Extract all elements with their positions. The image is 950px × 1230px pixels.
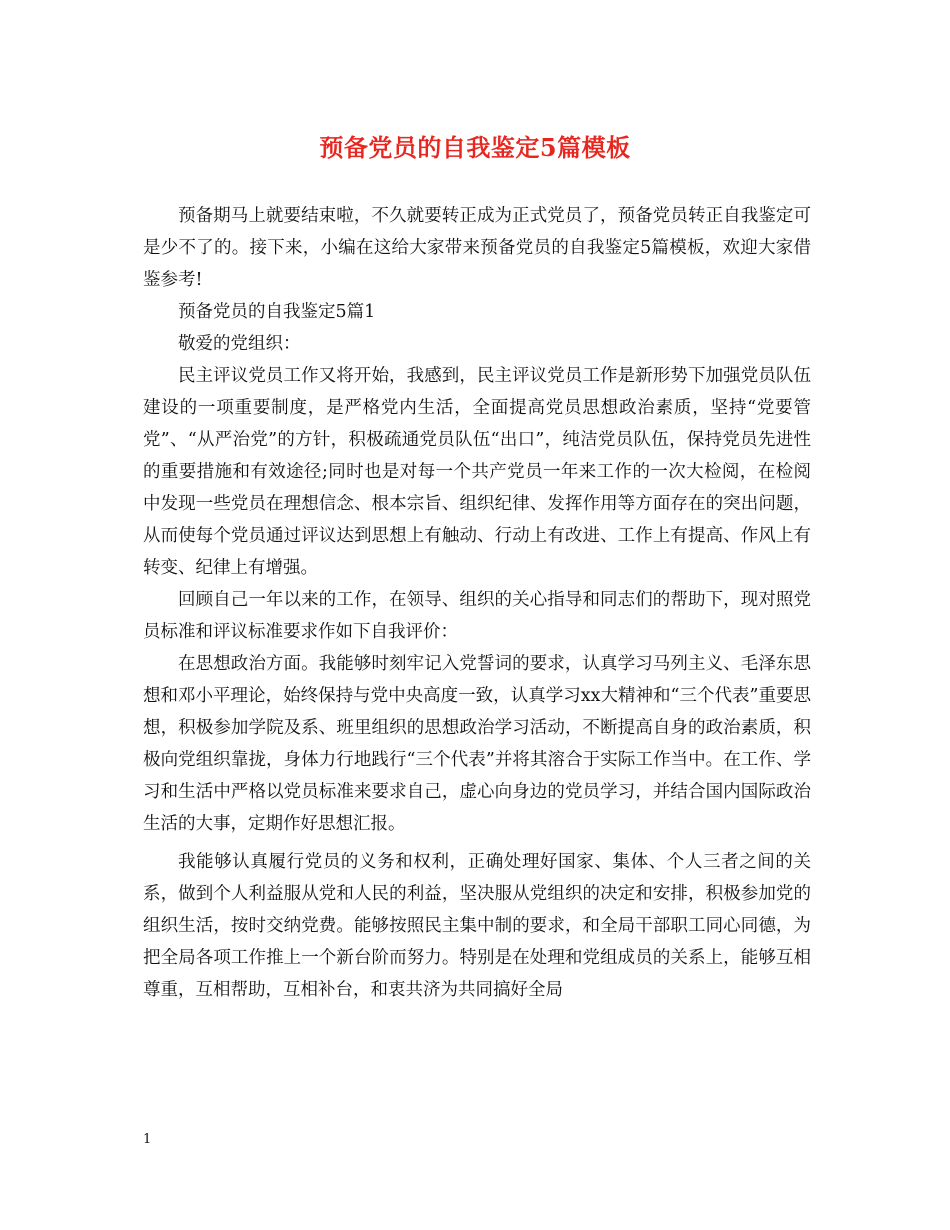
section-heading: 预备党员的自我鉴定5篇1	[178, 302, 376, 322]
body-paragraph-4: 我能够认真履行党员的义务和权利，正确处理好国家、集体、个人三者之间的关系，做到个人利益服从党和人民的利益，坚决服从党组织的决定和安排，积极参加党的组织生活，按时交纳党费。能够按照民主集中制的要求，和全局干部职工同心同德，为把全局各项工作推上一个新台阶而努力。特别是在处理和党组成员的关系上，能够互相尊重，互相帮助，互相补台，和衷共济为共同搞好全局	[143, 852, 811, 1000]
body-paragraph-1: 民主评议党员工作又将开始，我感到，民主评议党员工作是新形势下加强党员队伍建设的一项重要制度，是严格党内生活，全面提高党员思想政治素质，坚持“党要管党”、“从严治党”的方针，积极疏通党员队伍“出口”，纯洁党员队伍，保持党员先进性的重要措施和有效途径;同时也是对每一个共产党员一年来工作的一次大检阅，在检阅中发现一些党员在理想信念、根本宗旨、组织纪律、发挥作用等方面存在的突出问题，从而使每个党员通过评议达到思想上有触动、行动上有改进、工作上有提高、作风上有转变、纪律上有增强。	[143, 366, 811, 578]
body-paragraph-2: 回顾自己一年以来的工作，在领导、组织的关心指导和同志们的帮助下，现对照党员标准和评议标准要求作如下自我评价：	[143, 590, 811, 642]
intro-paragraph: 预备期马上就要结束啦，不久就要转正成为正式党员了，预备党员转正自我鉴定可是少不了的。接下来，小编在这给大家带来预备党员的自我鉴定5篇模板，欢迎大家借鉴参考!	[143, 206, 811, 290]
body-paragraph-3: 在思想政治方面。我能够时刻牢记入党誓词的要求，认真学习马列主义、毛泽东思想和邓小平理论，始终保持与党中央高度一致，认真学习xx大精神和“三个代表”重要思想，积极参加学院及系、班里组织的思想政治学习活动，不断提高自身的政治素质，积极向党组织靠拢，身体力行地践行“三个代表”并将其溶合于实际工作当中。在工作、学习和生活中严格以党员标准来要求自己，虚心向身边的党员学习，并结合国内国际政治生活的大事，定期作好思想汇报。	[143, 654, 811, 834]
document-body	[143, 200, 811, 1006]
page-title: 预备党员的自我鉴定5篇模板	[319, 133, 631, 162]
page-number: 1	[143, 1132, 152, 1147]
salutation: 敬爱的党组织：	[178, 334, 301, 354]
